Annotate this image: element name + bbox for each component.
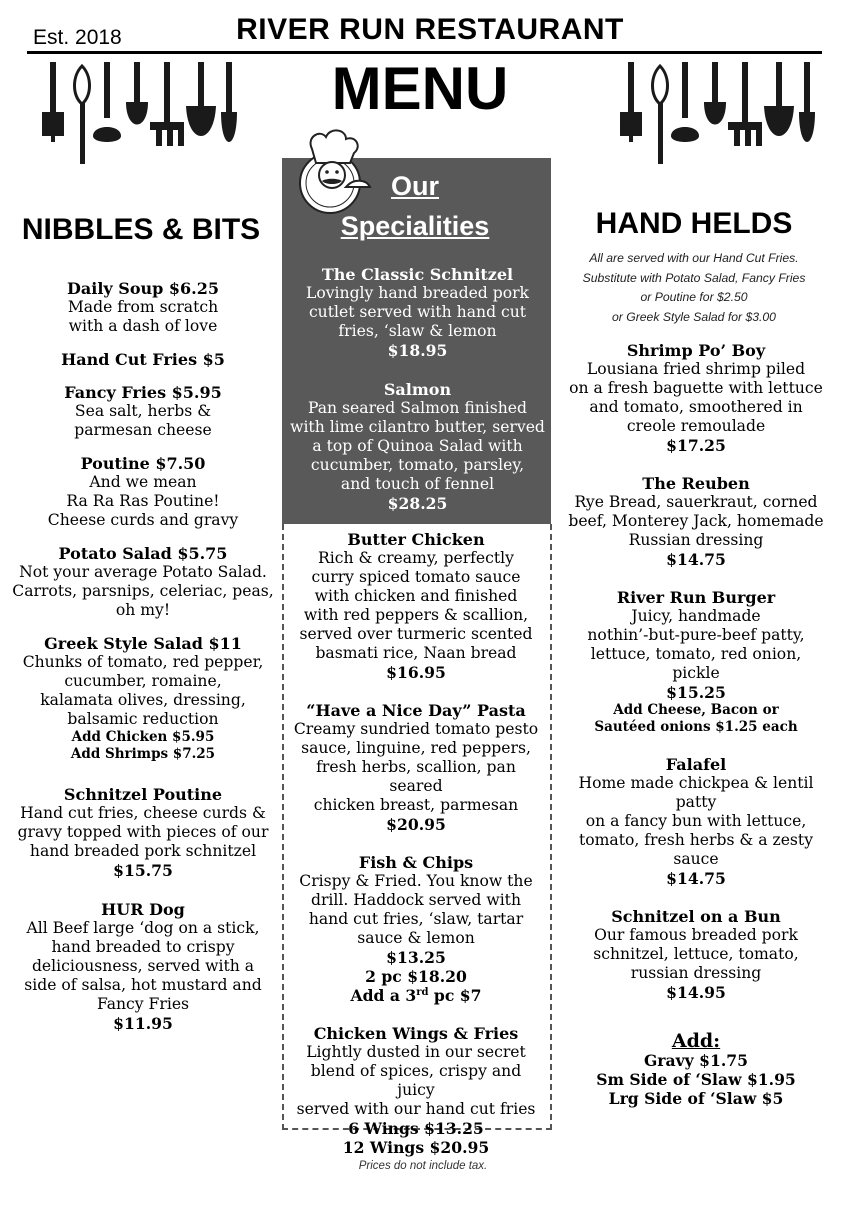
item-desc: served over turmeric scented (299, 625, 533, 643)
item-desc: Cheese curds and gravy (47, 511, 239, 529)
item-name: Potato Salad $5.75 (58, 544, 228, 563)
menu-item (290, 380, 545, 513)
menu-item (562, 474, 830, 569)
note-line: Substitute with Potato Salad, Fancy Fries (582, 270, 806, 285)
item-desc: pickle (672, 664, 720, 682)
item-name: Salmon (383, 380, 452, 399)
item-desc: sauce, linguine, red peppers, (301, 739, 531, 757)
item-name: Fancy Fries $5.95 (64, 383, 222, 402)
menu-item (12, 785, 274, 880)
item-desc: cucumber, romaine, (64, 672, 222, 690)
item-desc: and touch of fennel (340, 475, 495, 493)
item-desc: Not your average Potato Salad. (19, 563, 267, 581)
item-desc: Chunks of tomato, red pepper, (22, 653, 264, 671)
item-name: Daily Soup $6.25 (67, 279, 219, 298)
item-desc: on a fresh baguette with lettuce (569, 379, 823, 397)
handhelds-section-title: HAND HELDS (595, 207, 793, 240)
item-price: $15.25 (666, 683, 726, 702)
item-desc: Ra Ra Ras Poutine! (66, 492, 220, 510)
item-name: Schnitzel on a Bun (611, 907, 781, 926)
item-desc: Creamy sundried tomato pesto (293, 720, 539, 738)
item-desc: with lime cilantro butter, served (290, 418, 545, 436)
item-desc: served with our hand cut fries (296, 1100, 536, 1118)
menu-item (562, 907, 830, 1002)
add-on-item: Gravy $1.75 (643, 1051, 749, 1070)
menu-item (12, 900, 274, 1033)
item-extra-text: Add a 3 (350, 986, 417, 1005)
item-desc: nothin’-but-pure-beef patty, (587, 626, 805, 644)
item-extra-text: pc $7 (428, 986, 482, 1005)
item-name: Butter Chicken (347, 530, 485, 549)
item-name: Poutine $7.50 (80, 454, 206, 473)
item-desc: curry spiced tomato sauce (311, 568, 521, 586)
item-extra: Add Cheese, Bacon or (613, 702, 779, 718)
item-desc: Fancy Fries (96, 995, 190, 1013)
item-price: 6 Wings $13.25 (348, 1119, 484, 1138)
specialities-title (330, 166, 500, 246)
menu-item (12, 634, 274, 763)
item-desc: lettuce, tomato, red onion, (590, 645, 802, 663)
item-extra: Add Shrimps $7.25 (70, 746, 216, 762)
specialities-title-line: Specialities (340, 211, 490, 241)
nibbles-list (12, 279, 274, 1047)
item-desc: hand cut fries, ‘slaw, tartar (308, 910, 524, 928)
menu-title: MENU (331, 55, 509, 122)
item-desc: with chicken and finished (314, 587, 518, 605)
menu-item (290, 530, 542, 682)
add-on-item: Sm Side of ‘Slaw $1.95 (596, 1070, 796, 1089)
item-desc: on a fancy bun with lettuce, (585, 812, 807, 830)
item-desc: Lousiana fried shrimp piled (586, 360, 806, 378)
item-price: $14.75 (666, 550, 726, 569)
menu-item (290, 701, 542, 834)
item-desc: kalamata olives, dressing, (40, 691, 246, 709)
item-desc: Made from scratch (67, 298, 219, 316)
nibbles-section-title: NIBBLES & BITS (21, 213, 261, 246)
menu-item (290, 1024, 542, 1157)
item-desc: drill. Haddock served with (310, 891, 521, 909)
item-name: Greek Style Salad $11 (44, 634, 242, 653)
item-price: $18.95 (387, 341, 448, 360)
menu-item (562, 755, 830, 888)
item-price: $14.95 (666, 983, 726, 1002)
item-name: The Classic Schnitzel (321, 265, 514, 284)
item-desc: hand breaded to crispy (51, 938, 235, 956)
item-name: River Run Burger (616, 588, 776, 607)
item-price: $11.95 (113, 1014, 173, 1033)
item-desc: All Beef large ‘dog on a stick, (26, 919, 260, 937)
item-desc: parmesan cheese (74, 421, 212, 439)
item-name: Chicken Wings & Fries (313, 1024, 519, 1043)
item-desc: Carrots, parsnips, celeriac, peas, (12, 582, 274, 600)
specialities-title-line: Our (390, 171, 439, 201)
item-desc: fries, ‘slaw & lemon (338, 322, 497, 340)
item-desc: Russian dressing (628, 531, 764, 549)
item-desc: And we mean (89, 473, 197, 491)
item-price: $16.95 (386, 663, 446, 682)
item-desc: Hand cut fries, cheese curds & (20, 804, 266, 822)
menu-item (290, 265, 545, 360)
item-name: Schnitzel Poutine (63, 785, 223, 804)
item-desc: with red peppers & scallion, (303, 606, 529, 624)
item-name: Shrimp Po’ Boy (626, 341, 766, 360)
add-ons-title: Add: (671, 1030, 721, 1052)
item-desc: side of salsa, hot mustard and (24, 976, 262, 994)
item-desc: deliciousness, served with a (31, 957, 255, 975)
item-desc: chicken breast, parmesan (313, 796, 519, 814)
item-desc: Our famous breaded pork (594, 926, 798, 944)
item-price: 2 pc $18.20 (365, 967, 467, 986)
item-price: $13.25 (386, 948, 446, 967)
handhelds-list (562, 341, 830, 1108)
menu-item (12, 454, 274, 530)
item-desc: blend of spices, crispy and juicy (310, 1062, 522, 1099)
item-desc: gravy topped with pieces of our (17, 823, 269, 841)
item-price: $28.25 (387, 494, 448, 513)
item-desc: cutlet served with hand cut (308, 303, 527, 321)
item-desc: schnitzel, lettuce, tomato, (593, 945, 799, 963)
menu-item (562, 341, 830, 455)
item-desc: tomato, fresh herbs & a zesty sauce (578, 831, 814, 868)
item-price: $15.75 (113, 861, 173, 880)
tax-note: Prices do not include tax. (358, 1160, 488, 1172)
item-name: HUR Dog (101, 900, 185, 919)
restaurant-name: RIVER RUN RESTAURANT (236, 13, 624, 46)
item-desc: Rye Bread, sauerkraut, corned (574, 493, 818, 511)
menu-item (562, 588, 830, 736)
item-desc: Pan seared Salmon finished (307, 399, 528, 417)
item-desc: Lovingly hand breaded pork (305, 284, 530, 302)
menu-item (290, 853, 542, 1005)
item-extra-superscript: rd (416, 986, 429, 998)
item-desc: sauce & lemon (357, 929, 475, 947)
item-desc: Sea salt, herbs & (74, 402, 212, 420)
item-price: 12 Wings $20.95 (342, 1138, 490, 1157)
item-desc: oh my! (115, 601, 171, 619)
item-desc: Rich & creamy, perfectly (318, 549, 514, 567)
menu-item (12, 544, 274, 620)
item-price: $20.95 (386, 815, 446, 834)
specialities-list (290, 530, 542, 1171)
item-desc: Home made chickpea & lentil patty (578, 774, 814, 811)
item-desc: creole remoulade (626, 417, 766, 435)
handhelds-note (558, 249, 830, 327)
item-desc: fresh herbs, scallion, pan seared (316, 758, 516, 795)
kitchen-utensils-icon (38, 62, 238, 166)
item-extra (290, 986, 542, 1005)
item-extra: Add Chicken $5.95 (71, 729, 215, 745)
item-desc: hand breaded pork schnitzel (29, 842, 257, 860)
item-desc: basmati rice, Naan bread (315, 644, 517, 662)
item-desc: russian dressing (630, 964, 762, 982)
item-desc: beef, Monterey Jack, homemade (568, 512, 824, 530)
add-on-item: Lrg Side of ‘Slaw $5 (608, 1089, 784, 1108)
item-name: Fish & Chips (358, 853, 474, 872)
item-desc: balsamic reduction (67, 710, 219, 728)
item-desc: Lightly dusted in our secret (306, 1043, 526, 1061)
menu-item (12, 383, 274, 440)
item-desc: Crispy & Fried. You know the (299, 872, 533, 890)
item-desc: and tomato, smoothered in (589, 398, 803, 416)
note-line: or Greek Style Salad for $3.00 (612, 309, 776, 324)
item-name: The Reuben (642, 474, 750, 493)
kitchen-utensils-icon (616, 62, 816, 166)
item-name: Falafel (665, 755, 727, 774)
item-name: Hand Cut Fries $5 (61, 350, 225, 369)
item-desc: with a dash of love (68, 317, 218, 335)
item-name: “Have a Nice Day” Pasta (306, 701, 526, 720)
item-desc: Juicy, handmade (631, 607, 761, 625)
established-year: Est. 2018 (33, 26, 122, 49)
menu-item (12, 350, 274, 369)
item-extra: Sautéed onions $1.25 each (594, 719, 798, 735)
note-line: or Poutine for $2.50 (640, 290, 748, 304)
note-line: All are served with our Hand Cut Fries. (589, 251, 799, 265)
item-price: $17.25 (666, 436, 726, 455)
header-divider (27, 51, 822, 54)
item-desc: a top of Quinoa Salad with (312, 437, 523, 455)
item-price: $14.75 (666, 869, 726, 888)
item-desc: cucumber, tomato, parsley, (310, 456, 525, 474)
specialities-featured-list (290, 265, 545, 527)
menu-item (12, 279, 274, 336)
